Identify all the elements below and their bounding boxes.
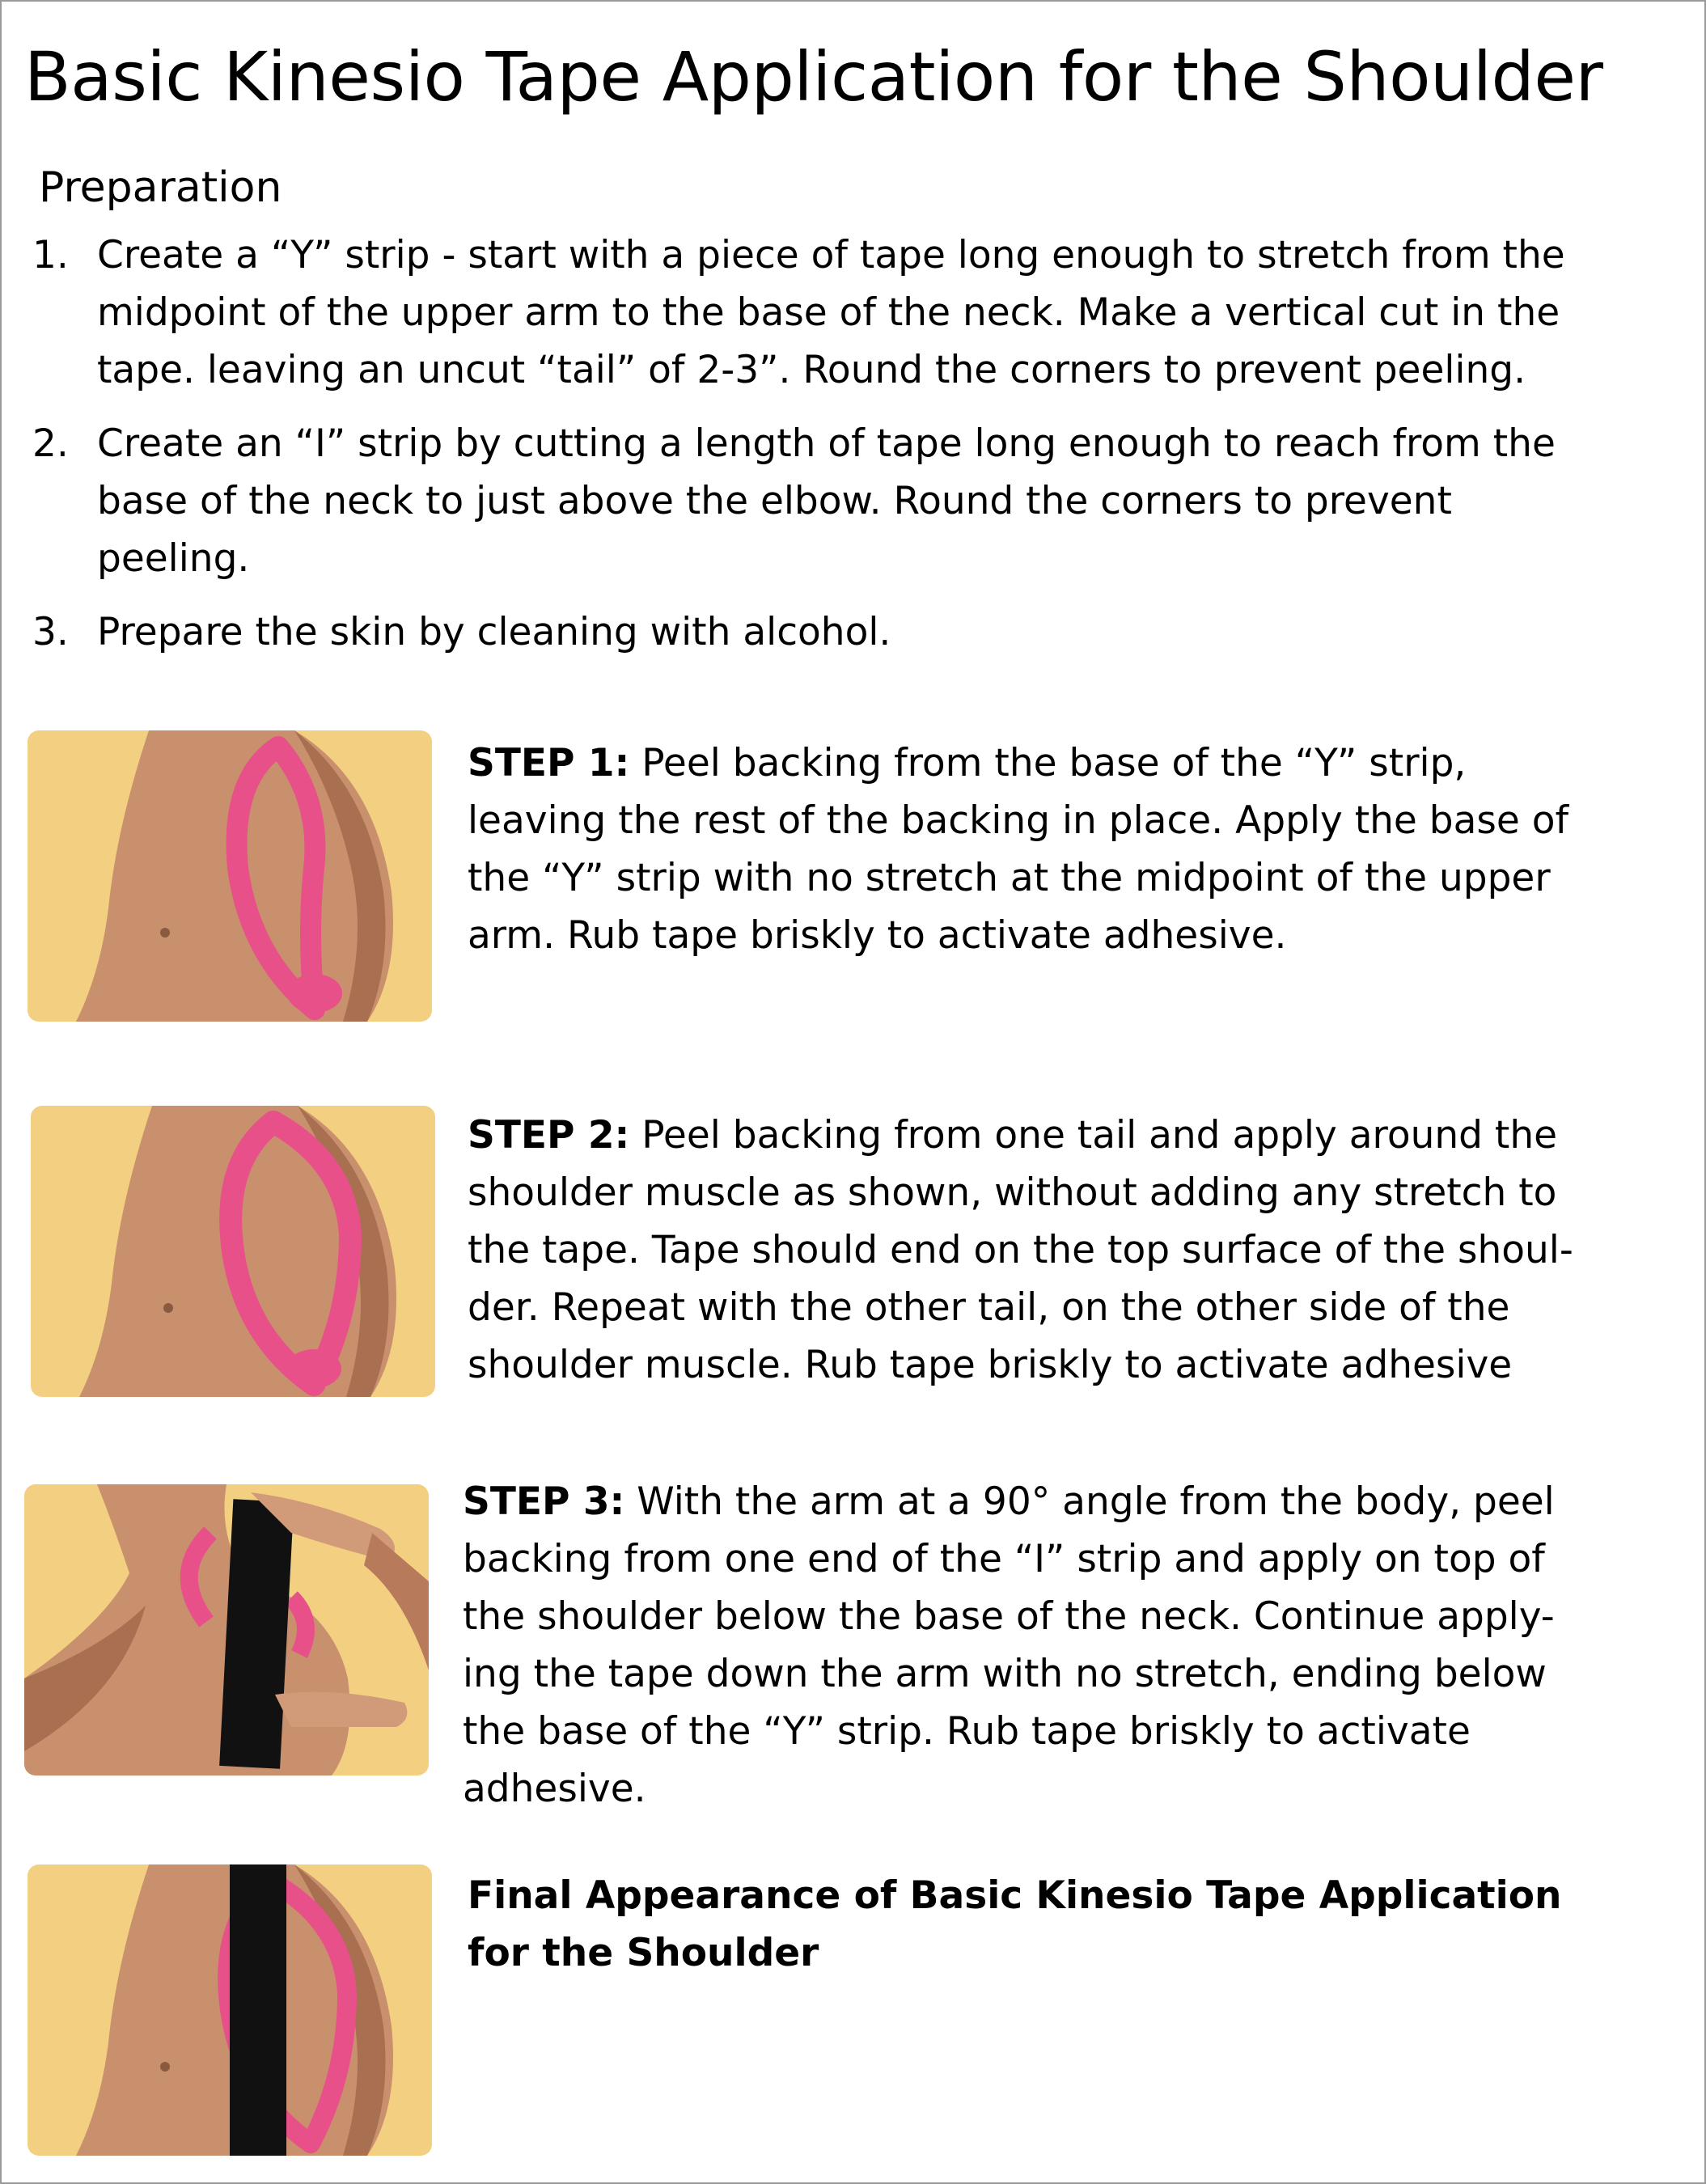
step-1-description: Peel backing from the base of the “Y” strip, leaving the rest of the backing in place. Apply the base of the “Y” strip with no stretch at the midpoint of the upper arm. Rub tape briskly to activate adhesive. <box>468 741 1569 958</box>
preparation-item-text: Create a “Y” strip - start with a piece of tape long enough to stretch from the midpoint of the upper arm to the base of the neck. Make a vertical cut in the tape. leaving an uncut “tail” of 2-3”. Round the corners to prevent peeling. <box>97 233 1565 392</box>
step-1-photo <box>28 730 432 1022</box>
step-2-photo <box>31 1106 435 1397</box>
step-3-description: With the arm at a 90° angle from the body, peel backing from one end of the “I” strip and apply on top of the shoulder below the base of the neck. Continue apply-ing the tape down the arm with no stretch, ending below the base of the “Y” strip. Rub tape briskly to activate adhesive. <box>463 1479 1555 1811</box>
step-3-photo <box>24 1484 429 1776</box>
step-3-label: STEP 3: <box>463 1479 625 1524</box>
step-3-text <box>463 1473 1611 1818</box>
preparation-heading: Preparation <box>39 163 282 212</box>
preparation-item-text: Create an “I” strip by cutting a length of tape long enough to reach from the base of the neck to just above the elbow. Round the corners to prevent peeling. <box>97 421 1556 581</box>
page-title: Basic Kinesio Tape Application for the Shoulder <box>24 37 1603 116</box>
preparation-item-number: 3. <box>32 610 69 654</box>
step-2-text <box>468 1107 1616 1394</box>
step-1-label: STEP 1: <box>468 741 630 785</box>
final-photo <box>28 1864 432 2156</box>
preparation-item <box>32 415 1602 587</box>
step-2-description: Peel backing from one tail and apply around the shoulder muscle as shown, without adding any stretch to the tape. Tape should end on the top surface of the shoul-der. Repeat with the other tail, on the other side of the shoulder muscle. Rub tape briskly to activate adhesive <box>468 1113 1573 1387</box>
final-appearance-caption: Final Appearance of Basic Kinesio Tape Application for the Shoulder <box>468 1873 1562 1975</box>
preparation-item <box>32 226 1602 399</box>
step-2-label: STEP 2: <box>468 1113 630 1158</box>
step-1-text <box>468 734 1616 964</box>
preparation-item-number: 1. <box>32 233 69 277</box>
preparation-item-text: Prepare the skin by cleaning with alcohol. <box>97 610 891 654</box>
preparation-item <box>32 603 1602 661</box>
preparation-list <box>32 226 1602 677</box>
preparation-item-number: 2. <box>32 421 69 466</box>
